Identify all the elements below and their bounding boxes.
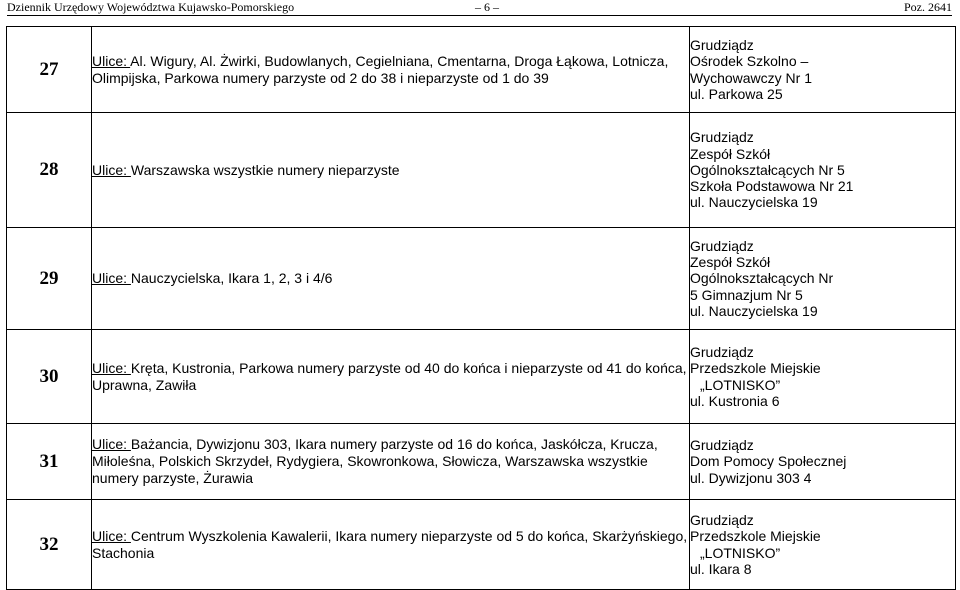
table-row xyxy=(7,424,956,500)
school-line: Zespół Szkół xyxy=(690,145,771,162)
row-number: 27 xyxy=(7,27,92,113)
streets-text: Al. Wigury, Al. Żwirki, Budowlanych, Cegielniana, Cmentarna, Droga Łąkowa, Lotnicza, Olimpijska, Parkowa numery parzyste od 2 do 38 i nieparzyste od 1 do 39 xyxy=(92,52,669,86)
streets-text: Nauczycielska, Ikara 1, 2, 3 i 4/6 xyxy=(130,270,333,286)
school-line: Zespół Szkół xyxy=(690,254,771,271)
table-row xyxy=(7,113,956,228)
streets-cell xyxy=(92,228,690,330)
districts-table xyxy=(6,26,956,590)
streets-prefix: Ulice: xyxy=(92,270,131,286)
table-row xyxy=(7,27,956,113)
streets-text: Warszawska wszystkie numery nieparzyste xyxy=(130,161,400,178)
row-number: 29 xyxy=(7,228,92,330)
journal-title: Dziennik Urzędowy Województwa Kujawsko-Pomorskiego xyxy=(7,0,295,14)
school-line: Grudziądz xyxy=(690,437,754,454)
row-number: 31 xyxy=(7,424,92,500)
header-divider xyxy=(7,15,952,16)
school-cell xyxy=(690,330,956,424)
school-cell xyxy=(690,113,956,228)
row-number: 30 xyxy=(7,330,92,424)
school-line: ul. Kustronia 6 xyxy=(690,392,780,409)
page-number: – 6 – xyxy=(475,0,499,14)
school-line: ul. Parkowa 25 xyxy=(690,85,783,102)
school-line: Ogólnokształcących Nr xyxy=(690,270,834,287)
row-number: 28 xyxy=(7,113,92,228)
school-cell xyxy=(690,27,956,113)
school-line: Szkoła Podstawowa Nr 21 xyxy=(690,178,854,195)
school-line: Ogólnokształcących Nr 5 xyxy=(690,161,845,178)
school-line: ul. Ikara 8 xyxy=(690,560,752,577)
school-line: 5 Gimnazjum Nr 5 xyxy=(690,286,803,303)
school-line: Ośrodek Szkolno – xyxy=(690,53,809,70)
streets-prefix: Ulice: xyxy=(92,527,131,544)
school-line: Grudziądz xyxy=(690,37,754,54)
table-row xyxy=(7,228,956,330)
streets-prefix: Ulice: xyxy=(92,359,131,376)
table-row xyxy=(7,330,956,424)
school-line: Wychowawczy Nr 1 xyxy=(690,69,813,86)
school-cell xyxy=(690,500,956,590)
streets-cell xyxy=(92,113,690,228)
streets-cell xyxy=(92,27,690,113)
streets-text: Bażancia, Dywizjonu 303, Ikara numery parzyste od 16 do końca, Jaskółcza, Krucza, Miłoleśna, Polskich Skrzydeł, Rydygiera, Skowronkowa, Słowicza, Warszawska wszystkie numery parzyste, Żurawia xyxy=(92,436,658,486)
school-line: Grudziądz xyxy=(690,129,754,146)
streets-prefix: Ulice: xyxy=(92,161,131,178)
school-line: Dom Pomocy Społecznej xyxy=(690,453,847,470)
table-row xyxy=(7,500,956,590)
streets-text: Kręta, Kustronia, Parkowa numery parzyste od 40 do końca i nieparzyste od 41 do końca, Uprawna, Zawiła xyxy=(92,359,687,393)
school-line: Przedszkole Miejskie xyxy=(690,528,821,545)
school-line: ul. Nauczycielska 19 xyxy=(690,194,818,211)
school-line: ul. Nauczycielska 19 xyxy=(690,302,818,319)
streets-prefix: Ulice: xyxy=(92,436,131,452)
school-line: ul. Dywizjonu 303 4 xyxy=(690,469,812,486)
streets-text: Centrum Wyszkolenia Kawalerii, Ikara numery nieparzyste od 5 do końca, Skarżyńskiego, Stachonia xyxy=(92,527,688,561)
school-cell xyxy=(690,228,956,330)
streets-cell xyxy=(92,500,690,590)
row-number: 32 xyxy=(7,500,92,590)
streets-cell xyxy=(92,424,690,500)
school-line: Grudziądz xyxy=(690,512,754,529)
school-line: „LOTNISKO” xyxy=(700,544,781,561)
school-line: Grudziądz xyxy=(690,344,754,361)
position-number: Poz. 2641 xyxy=(904,0,952,14)
school-cell xyxy=(690,424,956,500)
school-line: „LOTNISKO” xyxy=(700,376,781,393)
streets-prefix: Ulice: xyxy=(92,52,131,69)
streets-cell xyxy=(92,330,690,424)
school-line: Przedszkole Miejskie xyxy=(690,360,821,377)
school-line: Grudziądz xyxy=(690,237,754,254)
page-header xyxy=(0,0,960,14)
